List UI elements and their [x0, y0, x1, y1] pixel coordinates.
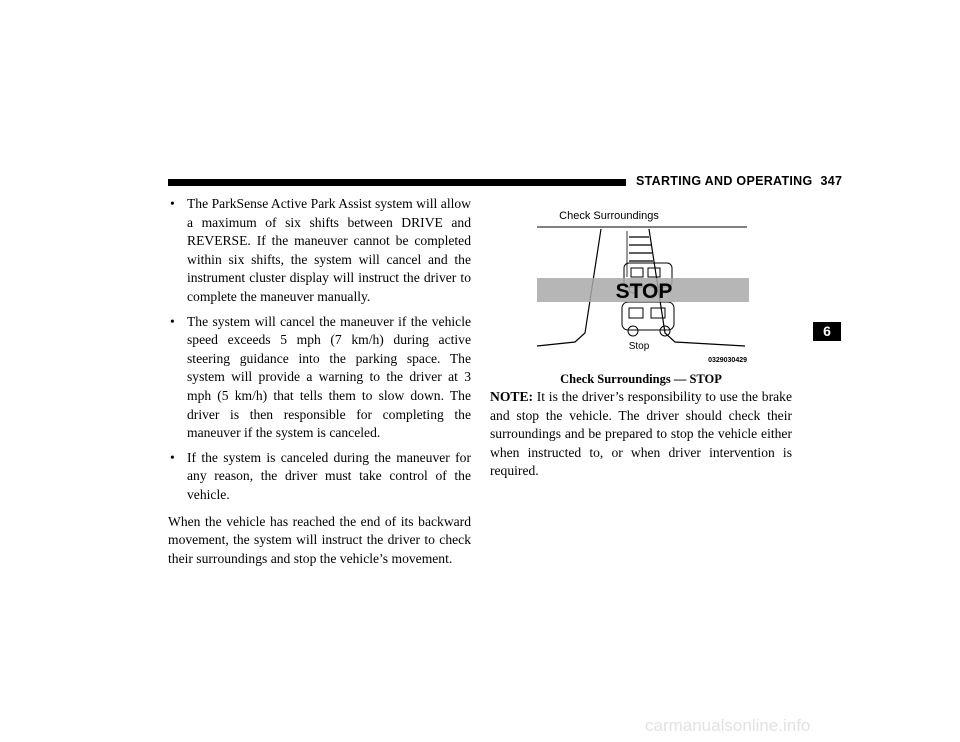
- left-column: [168, 195, 471, 568]
- note-label: NOTE:: [490, 389, 534, 404]
- figure-caption: Check Surroundings — STOP: [560, 372, 722, 386]
- chapter-tab: 6: [813, 322, 841, 341]
- bullet-text: If the system is canceled during the maneuver for any reason, the driver must take control of the vehicle.: [187, 449, 471, 502]
- stop-label: Stop: [628, 341, 650, 352]
- stop-banner-text: STOP: [615, 280, 673, 303]
- bullet-dot: •: [170, 196, 175, 211]
- section-title: STARTING AND OPERATING: [636, 174, 813, 188]
- note-text: It is the driver’s responsibility to use the brake and stop the vehicle. The driver should check their surroundings and be prepared to stop the vehicle either when instructed to, or when driver intervention is required.: [490, 389, 792, 479]
- bullet-text: The ParkSense Active Park Assist system will allow a maximum of six shifts between DRIVE and REVERSE. If the maneuver cannot be completed within six shifts, the system will cancel and the instrument cluster display will instruct the driver to complete the maneuver manually.: [187, 196, 471, 304]
- bullet-dot: •: [170, 313, 175, 329]
- bullet-item: [168, 195, 471, 307]
- figure-code: 0329030429: [708, 357, 747, 364]
- page-number: 347: [820, 174, 843, 188]
- bullet-item: [168, 449, 471, 505]
- body-paragraph: When the vehicle has reached the end of its backward movement, the system will instruct the driver to check their surroundings and stop the vehicle’s movement.: [168, 513, 471, 566]
- bullet-text: The system will cancel the maneuver if the vehicle speed exceeds 5 mph (7 km/h) during active steering guidance into the parking space. The system will provide a warning to the driver at 3 mph (5 km/h) that tells them to slow down. The driver is then responsible for completing the maneuver if the system is canceled.: [187, 313, 471, 441]
- distance-markers: [629, 237, 653, 261]
- running-header: [636, 174, 842, 188]
- note-paragraph: [490, 388, 792, 481]
- bullet-dot: •: [170, 449, 175, 465]
- figure-title: Check Surroundings: [559, 210, 659, 222]
- check-surroundings-figure: [533, 207, 749, 367]
- header-rule: [168, 179, 626, 186]
- watermark: carmanualsonline.info: [645, 716, 811, 735]
- bullet-item: [168, 313, 471, 443]
